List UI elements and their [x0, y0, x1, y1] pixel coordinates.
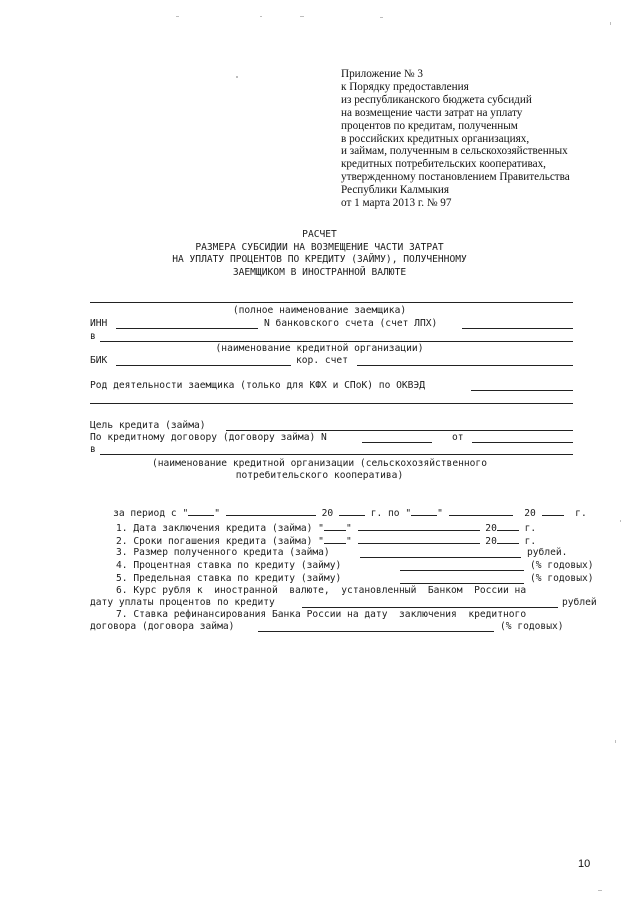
corr-account-field[interactable]: [357, 365, 573, 366]
item-1-row: [116, 521, 536, 535]
item-7-unit: (% годовых): [500, 621, 564, 632]
appendix-line: утвержденному постановлением Правительства: [341, 171, 570, 184]
quote-mark: ": [345, 536, 352, 547]
from-label: от: [452, 432, 464, 443]
appendix-line: от 1 марта 2013 г. № 97: [341, 197, 452, 210]
item-2-month-field[interactable]: [358, 534, 480, 544]
inn-row: [90, 318, 107, 330]
quote-mark: ": [182, 508, 189, 519]
account-label: N банковского счета (счет ЛПХ): [264, 318, 438, 329]
document-title: [0, 229, 639, 279]
item-3-label: 3. Размер полученного кредита (займа): [116, 547, 330, 558]
item-7-field[interactable]: [258, 631, 494, 632]
borrower-name-field[interactable]: [90, 302, 573, 303]
lender-caption-1: (наименование кредитной организации (сельскохозяйственного: [151, 458, 487, 469]
in-label-2: в: [90, 444, 96, 455]
appendix-line: на возмещение части затрат на уплату: [341, 106, 523, 119]
year-prefix: 20: [485, 523, 497, 534]
lender-caption-2: потребительского кооператива): [235, 470, 404, 481]
appendix-line: к Порядку предоставления: [341, 80, 469, 93]
in-label: в: [90, 331, 96, 342]
year-prefix: 20: [321, 508, 334, 519]
item-3-field[interactable]: [360, 557, 521, 558]
period-to-year-field[interactable]: [542, 506, 564, 516]
contract-date-field[interactable]: [472, 442, 573, 443]
credit-org-caption: (наименование кредитной организации): [215, 343, 424, 354]
credit-org-field[interactable]: [100, 341, 573, 342]
activity-label: Род деятельности заемщика (только для КФХ и СПоК) по ОКВЭД: [90, 380, 426, 391]
item-7-line-1: 7. Ставка рефинансирования Банка России на дату заключения кредитного: [116, 609, 527, 620]
item-5-field[interactable]: [400, 583, 524, 584]
year-suffix: г.: [575, 508, 587, 519]
item-1-label: 1. Дата заключения кредита (займа): [116, 523, 313, 534]
quote-mark: ": [345, 523, 352, 534]
item-7-line-2: договора (договора займа): [90, 621, 235, 632]
appendix-line: процентов по кредитам, полученным: [341, 119, 518, 132]
item-2-label: 2. Сроки погашения кредита (займа): [116, 536, 313, 547]
appendix-header: [341, 68, 636, 210]
appendix-line: Приложение № 3: [341, 68, 423, 80]
period-from-month-field[interactable]: [226, 506, 316, 516]
period-from-day-field[interactable]: [188, 506, 214, 516]
item-1-day-field[interactable]: [324, 521, 346, 531]
year-suffix: г.: [524, 536, 537, 547]
item-2-day-field[interactable]: [324, 534, 346, 544]
item-4-field[interactable]: [400, 570, 524, 571]
bik-label: БИК: [90, 355, 108, 366]
item-2-year-field[interactable]: [497, 534, 519, 544]
borrower-caption: (полное наименование заемщика): [232, 305, 407, 316]
item-2-row: [116, 534, 536, 548]
appendix-line: кредитных потребительских кооперативах,: [341, 158, 546, 171]
period-label: за период с: [113, 508, 177, 519]
okved-field[interactable]: [471, 390, 573, 391]
lender-field[interactable]: [100, 454, 573, 455]
inn-field[interactable]: [116, 328, 258, 329]
year-prefix: 20: [524, 508, 536, 519]
item-5-unit: (% годовых): [530, 573, 594, 584]
contract-number-field[interactable]: [362, 442, 432, 443]
corr-label: кор. счет: [296, 355, 348, 366]
year-prefix: 20: [485, 536, 497, 547]
title-line: РАЗМЕРА СУБСИДИИ НА ВОЗМЕЩЕНИЕ ЧАСТИ ЗАТРАТ: [195, 241, 444, 253]
appendix-line: в российских кредитных организациях,: [341, 132, 530, 145]
period-to-month-field[interactable]: [449, 506, 513, 516]
account-field[interactable]: [462, 328, 573, 329]
contract-label: По кредитному договору (договору займа) N: [90, 432, 327, 443]
item-5-label: 5. Предельная ставка по кредиту (займу): [116, 573, 342, 584]
item-6-line-1: 6. Курс рубля к иностранной валюте, установленный Банком России на: [116, 585, 527, 596]
title-line: РАСЧЕТ: [302, 229, 337, 240]
bik-field[interactable]: [116, 365, 291, 366]
period-to-day-field[interactable]: [411, 506, 437, 516]
purpose-field[interactable]: [226, 430, 573, 431]
item-6-field[interactable]: [302, 607, 558, 608]
title-line: НА УПЛАТУ ПРОЦЕНТОВ ПО КРЕДИТУ (ЗАЙМУ), ПОЛУЧЕННОМУ: [172, 254, 467, 266]
title-line: ЗАЕМЩИКОМ В ИНОСТРАННОЙ ВАЛЮТЕ: [232, 266, 407, 278]
item-1-year-field[interactable]: [497, 521, 519, 531]
item-6-line-2: дату уплаты процентов по кредиту: [90, 597, 275, 608]
quote-mark: ": [405, 508, 412, 519]
activity-extra-field[interactable]: [90, 403, 573, 404]
year-to-label: г. по: [370, 508, 400, 519]
quote-mark: ": [214, 508, 220, 519]
inn-label: ИНН: [90, 318, 108, 329]
year-suffix: г.: [524, 523, 537, 534]
page-number: 10: [578, 858, 591, 870]
item-6-unit: рублей: [562, 597, 597, 608]
quote-mark: ": [318, 536, 324, 547]
period-from-year-field[interactable]: [339, 506, 365, 516]
item-1-month-field[interactable]: [358, 521, 480, 531]
quote-mark: ": [437, 508, 443, 519]
appendix-line: из республиканского бюджета субсидий: [341, 93, 532, 106]
appendix-line: Республики Калмыкия: [341, 184, 450, 197]
quote-mark: ": [318, 523, 324, 534]
item-3-unit: рублей.: [527, 547, 568, 558]
item-4-unit: (% годовых): [530, 560, 594, 571]
purpose-label: Цель кредита (займа): [90, 420, 206, 431]
appendix-line: и займам, полученным в сельскохозяйственных: [341, 145, 568, 158]
item-4-label: 4. Процентная ставка по кредиту (займу): [116, 560, 342, 571]
